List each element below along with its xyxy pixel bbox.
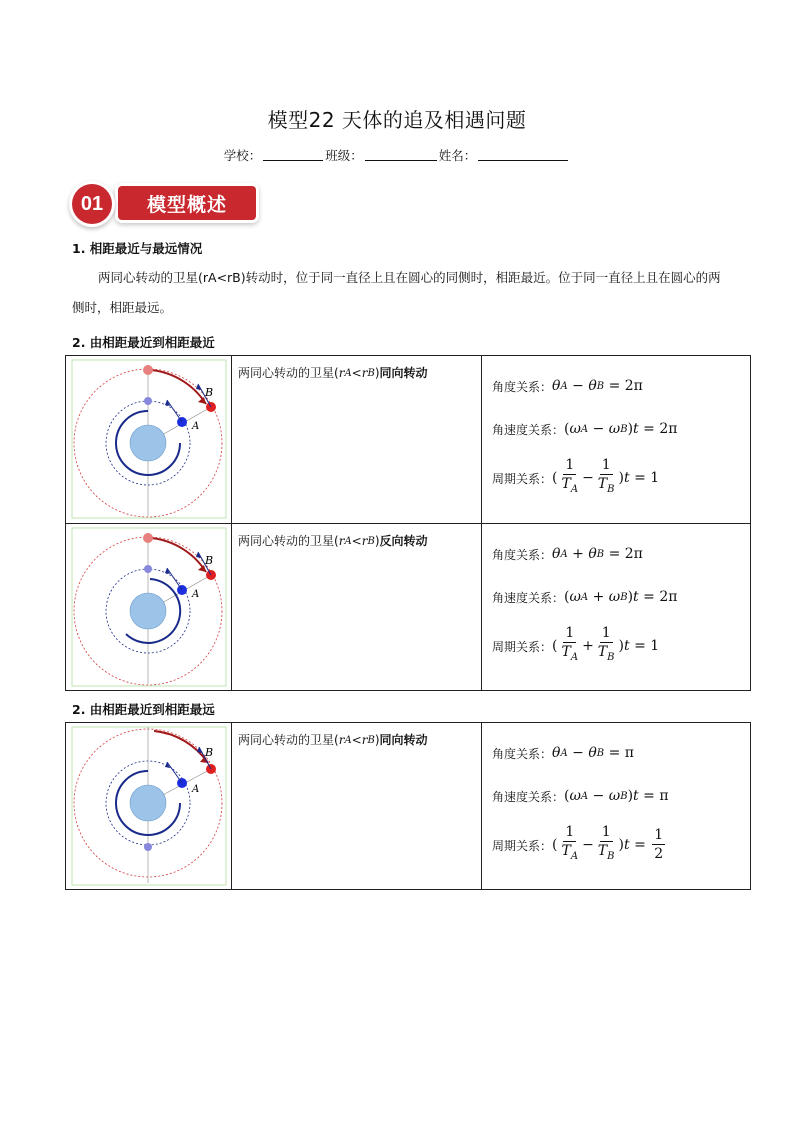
t-cap: T: [561, 644, 571, 661]
equations-cell: [482, 524, 751, 691]
period-relation: [492, 819, 750, 871]
central-planet: [130, 425, 166, 461]
theta: θ: [552, 745, 561, 761]
rparen: ): [627, 589, 634, 605]
frac-num: 1: [601, 457, 611, 474]
desc-text: 两同心转动的卫星(: [238, 366, 339, 380]
central-planet: [130, 785, 166, 821]
orbit-diagram-same-direction: [66, 356, 231, 522]
satellite-b-path-arrow: [154, 731, 208, 763]
sub-a: A: [580, 591, 589, 603]
t-symbol: t: [633, 589, 639, 605]
operator: −: [572, 378, 584, 394]
desc-text: 两同心转动的卫星(: [238, 534, 339, 548]
t-cap: T: [561, 843, 571, 860]
orbit-figure-cell: [66, 524, 232, 691]
label-b: B: [205, 386, 214, 399]
omega: ω: [608, 788, 621, 804]
t-symbol: t: [633, 788, 639, 804]
rparen: ): [627, 421, 634, 437]
equals: =: [608, 546, 621, 562]
rhs: π: [624, 745, 634, 761]
equations-cell: [482, 356, 751, 524]
badge-label: 模型概述: [118, 186, 256, 220]
school-label: 学校：: [223, 148, 262, 163]
equals: =: [634, 836, 646, 853]
central-planet: [130, 593, 166, 629]
orbit-diagram-nearest-to-farthest: [66, 723, 231, 889]
lt-symbol: <: [351, 534, 362, 548]
theta: θ: [588, 378, 597, 394]
rhs-num: 1: [654, 826, 664, 843]
t-symbol: t: [623, 836, 630, 853]
operator: +: [592, 589, 605, 605]
omega-label: 角速度关系：: [492, 590, 565, 605]
rparen: ): [618, 637, 624, 654]
label-a: A: [192, 784, 200, 795]
operator: −: [592, 421, 605, 437]
label-b: B: [205, 746, 214, 759]
sub-a: A: [560, 747, 568, 759]
satellite-a-opposite: [144, 843, 152, 851]
frac-num: 1: [565, 625, 575, 642]
frac-num: 1: [601, 625, 611, 642]
direction-label: 同向转动: [379, 366, 428, 380]
section1-text: 两同心转动的卫星(rA<rB)转动时，位于同一直径上且在圆心的同侧时，相距最近。位于同一直径上且在圆心的两侧时，相距最远。: [72, 270, 721, 315]
orbit-figure-cell: [66, 356, 232, 524]
desc-close: ): [374, 733, 380, 747]
operator: −: [582, 469, 594, 486]
description-cell: [232, 524, 482, 691]
theta: θ: [552, 546, 561, 562]
t-symbol: t: [623, 469, 630, 486]
theta: θ: [588, 546, 597, 562]
desc-close: ): [374, 366, 380, 380]
omega-relation: [492, 773, 750, 819]
satellite-b-start: [143, 533, 153, 543]
operator: +: [582, 637, 594, 654]
equals: =: [643, 421, 655, 437]
omega-label: 角速度关系：: [492, 422, 565, 437]
sub-a: A: [560, 548, 568, 560]
omega: ω: [608, 589, 621, 605]
rhs: 1: [650, 637, 660, 654]
angle-label: 角度关系：: [492, 746, 553, 761]
sub-b: B: [620, 591, 628, 603]
section2-heading: 2. 由相距最近到相距最近: [72, 335, 215, 350]
rhs-den: 2: [654, 845, 664, 862]
omega-label: 角速度关系：: [492, 789, 565, 804]
t-symbol: t: [633, 421, 639, 437]
r-symbol: r: [338, 366, 345, 380]
satellite-a-start: [144, 565, 152, 573]
direction-label: 反向转动: [379, 534, 428, 548]
name-label: 姓名：: [438, 148, 477, 163]
equals: =: [608, 378, 621, 394]
r-symbol: r: [361, 733, 368, 747]
period-relation: [492, 620, 750, 672]
satellite-a-start: [144, 397, 152, 405]
angle-relation: [492, 366, 750, 406]
direction-label: 同向转动: [379, 733, 428, 747]
angle-relation: [492, 733, 750, 773]
sub-a: A: [560, 380, 568, 392]
lparen: (: [564, 788, 570, 804]
theta: θ: [588, 745, 597, 761]
name-blank[interactable]: [478, 148, 568, 161]
operator: −: [572, 745, 584, 761]
period-label: 周期关系：: [492, 639, 553, 654]
equations-cell: [482, 723, 751, 890]
class-blank[interactable]: [365, 148, 437, 161]
sub-b: B: [596, 747, 605, 759]
t-symbol: t: [623, 637, 630, 654]
rhs: 2π: [624, 378, 643, 394]
table-row: [66, 524, 751, 691]
section3-heading: 2. 由相距最近到相距最远: [72, 702, 215, 717]
angle-relation: [492, 534, 750, 574]
period-label: 周期关系：: [492, 838, 553, 853]
relations-table-1: [65, 355, 751, 691]
omega: ω: [569, 421, 581, 437]
page-title: 模型22 天体的追及相遇问题: [267, 108, 527, 132]
sub-a: A: [570, 483, 579, 495]
sub-b: B: [596, 380, 605, 392]
description-cell: [232, 356, 482, 524]
rparen: ): [618, 469, 624, 486]
t-cap: T: [561, 476, 571, 493]
sub-a: A: [344, 734, 352, 746]
sub-a: A: [580, 790, 589, 802]
equals: =: [643, 788, 655, 804]
sub-b: B: [607, 483, 615, 495]
equals: =: [608, 745, 621, 761]
sub-b: B: [367, 367, 375, 379]
r-symbol: r: [338, 534, 345, 548]
orbit-diagram-opposite-direction: [66, 524, 231, 690]
rhs: π: [659, 788, 669, 804]
desc-text: 两同心转动的卫星(: [238, 733, 339, 747]
rhs: 2π: [659, 589, 678, 605]
frac-num: 1: [601, 824, 611, 841]
sub-a: A: [570, 651, 579, 663]
label-b: B: [205, 554, 214, 567]
r-symbol: r: [338, 733, 345, 747]
theta: θ: [552, 378, 561, 394]
lparen: (: [564, 589, 570, 605]
t-cap: T: [597, 843, 608, 860]
rparen: ): [627, 788, 634, 804]
equals: =: [634, 469, 646, 486]
class-label: 班级：: [325, 148, 363, 163]
omega: ω: [569, 788, 581, 804]
school-blank[interactable]: [263, 148, 323, 161]
omega-relation: [492, 406, 750, 452]
section1-heading: 1. 相距最近与最远情况: [72, 241, 203, 256]
period-relation: [492, 452, 750, 504]
omega: ω: [608, 421, 621, 437]
lparen: (: [552, 836, 558, 853]
equals: =: [643, 589, 655, 605]
rhs: 2π: [659, 421, 678, 437]
description-cell: [232, 723, 482, 890]
orbit-figure-cell: [66, 723, 232, 890]
sub-a: A: [580, 423, 589, 435]
sub-b: B: [367, 734, 375, 746]
lparen: (: [552, 637, 558, 654]
sub-b: B: [596, 548, 605, 560]
table-row: [66, 356, 751, 524]
t-cap: T: [597, 644, 608, 661]
operator: +: [572, 546, 584, 562]
label-a: A: [192, 589, 200, 600]
t-cap: T: [597, 476, 608, 493]
sub-b: B: [367, 535, 375, 547]
r-symbol: r: [361, 366, 368, 380]
label-a: A: [192, 421, 200, 432]
period-label: 周期关系：: [492, 471, 553, 486]
sub-b: B: [607, 651, 615, 663]
section-badge: [72, 182, 258, 224]
angle-label: 角度关系：: [492, 547, 553, 562]
omega: ω: [569, 589, 581, 605]
omega-relation: [492, 574, 750, 620]
table-row: [66, 723, 751, 890]
frac-num: 1: [565, 457, 575, 474]
operator: −: [582, 836, 594, 853]
badge-number: 01: [72, 184, 112, 224]
r-symbol: r: [361, 534, 368, 548]
rhs: 2π: [624, 546, 643, 562]
velocity-a: [167, 400, 182, 422]
sub-a: A: [570, 850, 579, 862]
frac-num: 1: [565, 824, 575, 841]
lparen: (: [552, 469, 558, 486]
sub-b: B: [620, 423, 628, 435]
sub-b: B: [607, 850, 615, 862]
desc-close: ): [374, 534, 380, 548]
satellite-b-start: [143, 365, 153, 375]
angle-label: 角度关系：: [492, 379, 553, 394]
rhs: 1: [650, 469, 660, 486]
lt-symbol: <: [351, 366, 362, 380]
sub-a: A: [344, 367, 352, 379]
sub-a: A: [344, 535, 352, 547]
student-info-line: [0, 146, 794, 164]
sub-b: B: [620, 790, 628, 802]
lparen: (: [564, 421, 570, 437]
velocity-a: [167, 762, 182, 783]
lt-symbol: <: [351, 733, 362, 747]
section1-paragraph: [72, 263, 728, 323]
relations-table-2: [65, 722, 751, 890]
equals: =: [634, 637, 646, 654]
operator: −: [592, 788, 605, 804]
rparen: ): [618, 836, 624, 853]
